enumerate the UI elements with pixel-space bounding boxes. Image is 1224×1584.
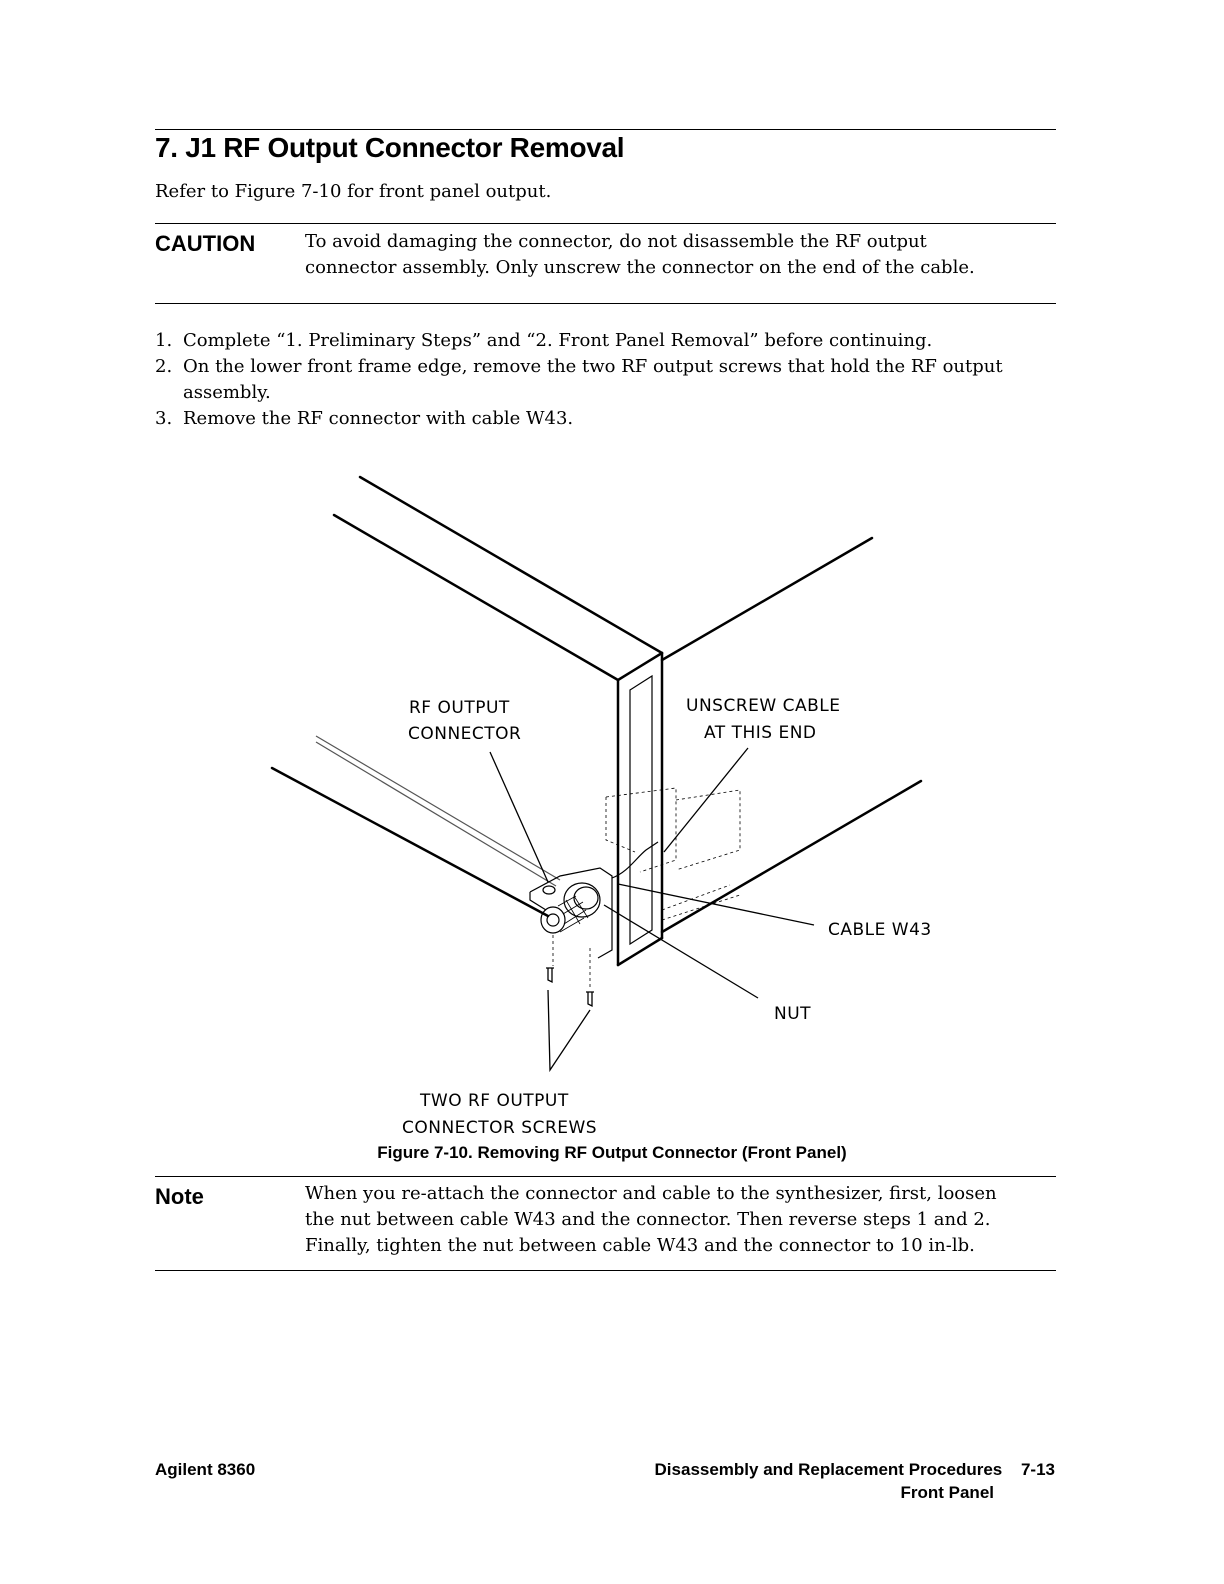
top-rule bbox=[155, 129, 1056, 130]
section-title: 7. J1 RF Output Connector Removal bbox=[155, 132, 625, 163]
label-unscrew-2: AT THIS END bbox=[704, 723, 817, 743]
label-unscrew-1: UNSCREW CABLE bbox=[686, 696, 841, 716]
figure-caption: Figure 7-10. Removing RF Output Connector (Front Panel) bbox=[377, 1143, 847, 1162]
leader-cable bbox=[618, 884, 814, 925]
note-line-3: Finally, tighten the nut between cable W43 and the connector to 10 in-lb. bbox=[305, 1235, 975, 1256]
footer-right bbox=[655, 1460, 1055, 1480]
bottom-right-edge bbox=[662, 781, 921, 932]
note-line-2: the nut between cable W43 and the connector. Then reverse steps 1 and 2. bbox=[305, 1209, 991, 1230]
footer-subtitle: Front Panel bbox=[900, 1483, 994, 1502]
note-text bbox=[305, 1181, 1045, 1259]
caution-top-rule bbox=[155, 223, 1056, 224]
side-top-edge bbox=[662, 538, 872, 660]
label-rf-output-1: RF OUTPUT bbox=[409, 698, 510, 718]
list-item bbox=[155, 406, 1055, 432]
step-text: On the lower front frame edge, remove the two RF output screws that hold the RF output assembly. bbox=[183, 356, 1003, 403]
list-item bbox=[155, 328, 1055, 354]
caution-label: CAUTION bbox=[155, 231, 256, 256]
intro-text: Refer to Figure 7-10 for front panel output. bbox=[155, 181, 552, 202]
figure-7-10-diagram bbox=[160, 470, 1060, 1140]
caution-line-1: To avoid damaging the connector, do not disassemble the RF output bbox=[305, 231, 927, 252]
leader-rf-output bbox=[490, 752, 548, 882]
frame-top-front-edge bbox=[334, 515, 618, 680]
step-number: 2. bbox=[155, 356, 173, 377]
hidden-box-1 bbox=[606, 797, 635, 852]
step-text: Complete “1. Preliminary Steps” and “2. Front Panel Removal” before continuing. bbox=[183, 330, 933, 351]
frame-top-back-edge bbox=[360, 477, 662, 653]
note-line-1: When you re-attach the connector and cable to the synthesizer, first, loosen bbox=[305, 1183, 997, 1204]
note-bottom-rule bbox=[155, 1270, 1056, 1271]
screw-left bbox=[546, 968, 554, 982]
frame-bottom-corner bbox=[618, 938, 662, 965]
note-label: Note bbox=[155, 1184, 204, 1209]
label-rf-output-2: CONNECTOR bbox=[408, 724, 522, 744]
connector-knurl bbox=[558, 896, 588, 932]
footer-left: Agilent 8360 bbox=[155, 1460, 256, 1479]
label-screws-2: CONNECTOR SCREWS bbox=[402, 1118, 598, 1138]
steps-list bbox=[155, 328, 1055, 432]
footer-section-title: Disassembly and Replacement Procedures bbox=[654, 1460, 1003, 1479]
step-text: Remove the RF connector with cable W43. bbox=[183, 408, 574, 429]
frame-top-corner bbox=[618, 653, 662, 680]
hidden-box-2 bbox=[606, 788, 676, 872]
connector-face bbox=[541, 907, 565, 933]
leader-screws bbox=[548, 990, 590, 1070]
label-nut: NUT bbox=[774, 1004, 812, 1024]
front-slot bbox=[630, 676, 652, 944]
note-top-rule bbox=[155, 1176, 1056, 1177]
label-cable: CABLE W43 bbox=[828, 920, 932, 940]
hidden-box-3 bbox=[676, 790, 740, 870]
label-screws-1: TWO RF OUTPUT bbox=[420, 1091, 569, 1111]
footer-page-number: 7-13 bbox=[1020, 1460, 1055, 1479]
caution-text bbox=[305, 229, 1045, 281]
leader-nut bbox=[604, 905, 758, 998]
list-item bbox=[155, 354, 1055, 406]
caution-line-2: connector assembly. Only unscrew the connector on the end of the cable. bbox=[305, 257, 975, 278]
connector-center bbox=[547, 914, 559, 926]
step-number: 3. bbox=[155, 408, 173, 429]
screw-right bbox=[586, 992, 594, 1006]
step-number: 1. bbox=[155, 330, 173, 351]
caution-bottom-rule bbox=[155, 303, 1056, 304]
bracket-hole bbox=[543, 886, 555, 894]
cable-line-2 bbox=[316, 742, 556, 886]
